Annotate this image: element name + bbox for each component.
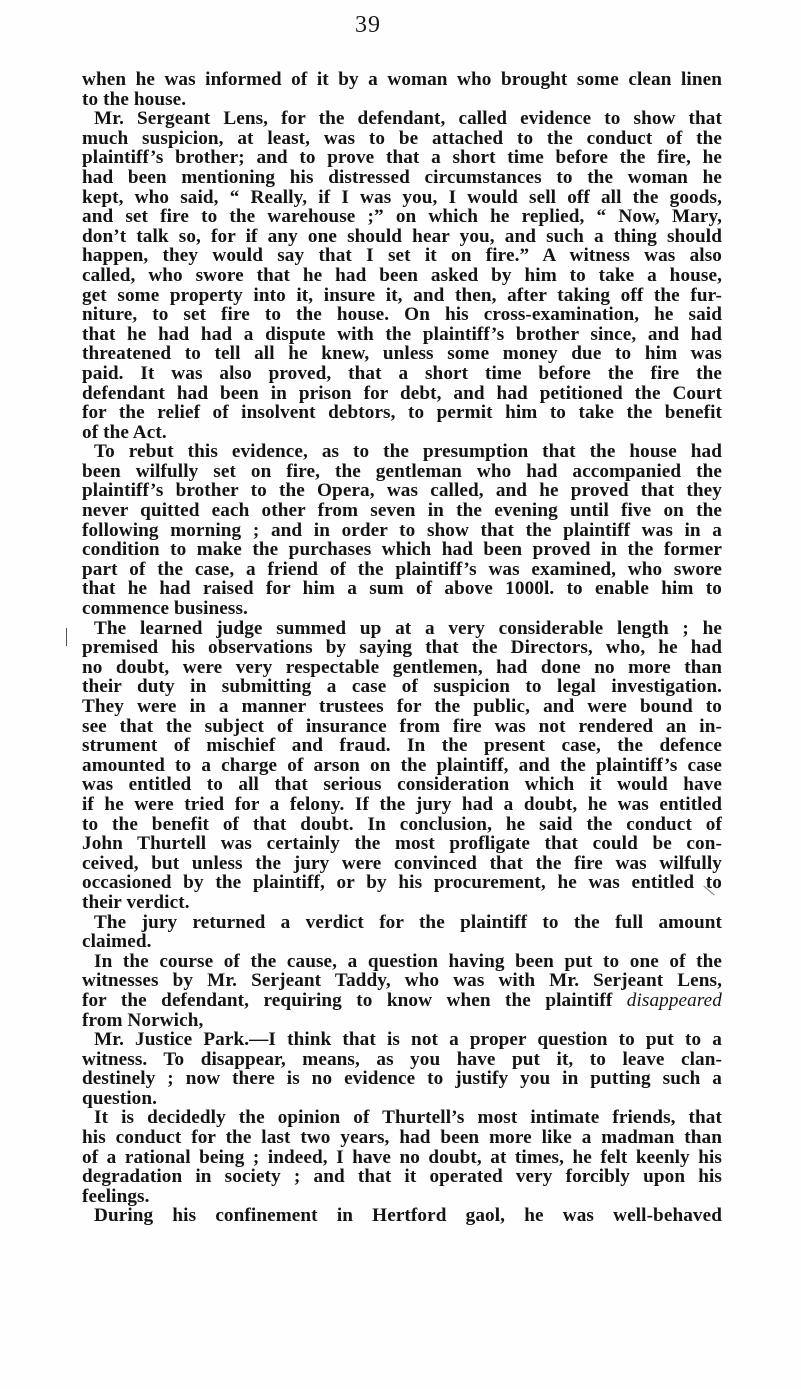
text-line: [82, 932, 722, 952]
text-line: [82, 148, 722, 168]
text-line-content: that he had had a dispute with the plaintiff’s brother since, and had: [82, 323, 722, 345]
text-line-content: amounted to a charge of arson on the plaintiff, and the plaintiff’s case: [82, 754, 722, 776]
text-line: [82, 1069, 722, 1089]
text-line: [82, 599, 722, 619]
text-line: [82, 756, 722, 776]
body-text: [82, 70, 722, 1226]
text-line: [82, 854, 722, 874]
text-line-content: Mr. Justice Park.—I think that is not a proper question to put to a: [94, 1029, 722, 1051]
text-line: [82, 462, 722, 482]
text-line-content: occasioned by the plaintiff, or by his procurement, he was entitled to: [82, 872, 722, 894]
text-line: [82, 168, 722, 188]
text-line-content: John Thurtell was certainly the most profligate that could be con-: [82, 833, 722, 855]
text-line-content: paid. It was also proved, that a short time before the fire the: [82, 362, 722, 384]
text-line-content: feelings.: [82, 1185, 150, 1207]
text-line-content: commence business.: [82, 598, 248, 620]
text-line: [82, 481, 722, 501]
text-line-content: strument of mischief and fraud. In the present case, the defence: [82, 735, 722, 757]
text-line-content: from Norwich,: [82, 1009, 204, 1031]
text-line-content: that he had raised for him a sum of above 1000l. to enable him to: [82, 578, 722, 600]
text-line: [82, 188, 722, 208]
text-line-content: their duty in submitting a case of suspicion to legal investigation.: [82, 676, 722, 698]
text-line: [82, 1011, 722, 1031]
text-line-content: when he was informed of it by a woman who brought some clean linen: [82, 69, 722, 90]
text-line: [82, 1206, 722, 1226]
text-line-content: The jury returned a verdict for the plaintiff to the full amount: [94, 911, 722, 933]
text-line: [82, 207, 722, 227]
text-line: [82, 70, 722, 90]
text-line: [82, 286, 722, 306]
text-line: [82, 717, 722, 737]
text-line-content: destinely ; now there is no evidence to justify you in putting such a: [82, 1068, 722, 1090]
text-line: [82, 1108, 722, 1128]
text-line-content: get some property into it, insure it, and then, after taking off the fur-: [82, 284, 722, 306]
text-line-content: condition to make the purchases which had been proved in the former: [82, 539, 722, 561]
text-line-content: In the course of the cause, a question having been put to one of the: [94, 950, 722, 972]
text-line-content: witness. To disappear, means, as you have put it, to leave clan-: [82, 1048, 722, 1070]
text-line: [82, 246, 722, 266]
text-line-content: much suspicion, at least, was to be attached to the conduct of the: [82, 127, 722, 149]
text-line-content: question.: [82, 1087, 158, 1109]
text-line-content: happen, they would say that I set it on fire.” A witness was also: [82, 245, 722, 267]
text-line-content: of a rational being ; indeed, I have no doubt, at times, he felt keenly his: [82, 1146, 722, 1168]
text-line: [82, 775, 722, 795]
text-line-content: kept, who said, “ Really, if I was you, I would sell off all the goods,: [82, 186, 722, 208]
text-line: [82, 364, 722, 384]
text-line-content: called, who swore that he had been asked by him to take a house,: [82, 264, 722, 286]
text-line: [82, 540, 722, 560]
text-line: [82, 697, 722, 717]
text-line-content: part of the case, a friend of the plaintiff’s was examined, who swore: [82, 558, 722, 580]
text-line-content: The learned judge summed up at a very considerable length ; he: [94, 617, 722, 639]
italic-text: disappeared: [626, 989, 722, 1011]
text-line-content: had been mentioning his distressed circumstances to the woman he: [82, 166, 722, 188]
text-line-content: and set fire to the warehouse ;” on which he replied, “ Now, Mary,: [82, 206, 722, 228]
text-line-content: been wilfully set on fire, the gentleman who had accompanied the: [82, 460, 722, 482]
text-line-content: plaintiff’s brother; and to prove that a short time before the fire, he: [82, 147, 722, 169]
text-line: [82, 736, 722, 756]
text-line-content: Mr. Sergeant Lens, for the defendant, called evidence to show that: [94, 108, 722, 130]
text-line-content: don’t talk so, for if any one should hear you, and such a thing should: [82, 225, 722, 247]
text-line-content: to the house.: [82, 88, 187, 110]
text-line: [82, 403, 722, 423]
text-line: [82, 266, 722, 286]
text-line-content: witnesses by Mr. Serjeant Taddy, who was with Mr. Serjeant Lens,: [82, 970, 722, 992]
text-line: [82, 677, 722, 697]
text-line: [82, 501, 722, 521]
text-line-content: To rebut this evidence, as to the presumption that the house had: [94, 441, 722, 463]
text-line-content: threatened to tell all he knew, unless some money due to him was: [82, 343, 722, 365]
text-line: [82, 305, 722, 325]
text-line: [82, 893, 722, 913]
text-line-content: to the benefit of that doubt. In conclusion, he said the conduct of: [82, 813, 722, 835]
text-line: [82, 1167, 722, 1187]
text-line-content: premised his observations by saying that the Directors, who, he had: [82, 637, 722, 659]
text-line-content: ceived, but unless the jury were convinced that the fire was wilfully: [82, 852, 722, 874]
text-line: [82, 325, 722, 345]
text-line-content: defendant had been in prison for debt, and had petitioned the Court: [82, 382, 722, 404]
text-line-content: plaintiff’s brother to the Opera, was called, and he proved that they: [82, 480, 722, 502]
text-line: [82, 560, 722, 580]
text-line-content: degradation in society ; and that it operated very forcibly upon his: [82, 1166, 722, 1188]
text-line-content: following morning ; and in order to show that the plaintiff was in a: [82, 519, 722, 541]
text-line: [82, 873, 722, 893]
text-line: [82, 1148, 722, 1168]
text-line: [82, 109, 722, 129]
text-line-content: of the Act.: [82, 421, 167, 443]
text-line: [82, 952, 722, 972]
text-line: [82, 991, 722, 1011]
text-line-content: see that the subject of insurance from fire was not rendered an in-: [82, 715, 722, 737]
text-line: [82, 423, 722, 443]
text-line: [82, 1187, 722, 1207]
page-number: 39: [355, 12, 381, 38]
text-line-content: their verdict.: [82, 891, 190, 913]
text-line-content: They were in a manner trustees for the public, and were bound to: [82, 696, 722, 717]
text-line: [82, 344, 722, 364]
text-line-content: his conduct for the last two years, had been more like a madman than: [82, 1127, 722, 1149]
text-line-content: During his confinement in Hertford gaol, he was well-behaved: [94, 1205, 722, 1227]
text-line: [82, 1030, 722, 1050]
text-line: [82, 658, 722, 678]
text-line: [82, 90, 722, 110]
text-line: [82, 521, 722, 541]
text-line: [82, 129, 722, 149]
text-line: [82, 1128, 722, 1148]
text-line: [82, 619, 722, 639]
text-line: [82, 579, 722, 599]
text-line-content: niture, to set fire to the house. On his cross-examination, he said: [82, 304, 722, 326]
text-line: [82, 1050, 722, 1070]
text-line: [82, 1089, 722, 1109]
text-line-content: no doubt, were very respectable gentlemen, had done no more than: [82, 656, 722, 678]
text-line: [82, 815, 722, 835]
text-line: [82, 834, 722, 854]
text-line-content: claimed.: [82, 931, 152, 953]
text-line: [82, 638, 722, 658]
text-line-content: never quitted each other from seven in the evening until five on the: [82, 500, 722, 522]
text-line-content: It is decidedly the opinion of Thurtell’s most intimate friends, that: [94, 1107, 722, 1129]
text-line: [82, 442, 722, 462]
text-line-content: for the defendant, requiring to know when the plaintiff: [82, 989, 627, 1011]
text-line-content: for the relief of insolvent debtors, to permit him to take the benefit: [82, 402, 722, 424]
text-line-content: was entitled to all that serious consideration which it would have: [82, 774, 722, 796]
text-line: [82, 913, 722, 933]
text-line-content: if he were tried for a felony. If the jury had a doubt, he was entitled: [82, 793, 722, 815]
text-line: [82, 795, 722, 815]
margin-mark: [66, 628, 67, 646]
text-line: [82, 384, 722, 404]
text-line: [82, 227, 722, 247]
text-line: [82, 971, 722, 991]
